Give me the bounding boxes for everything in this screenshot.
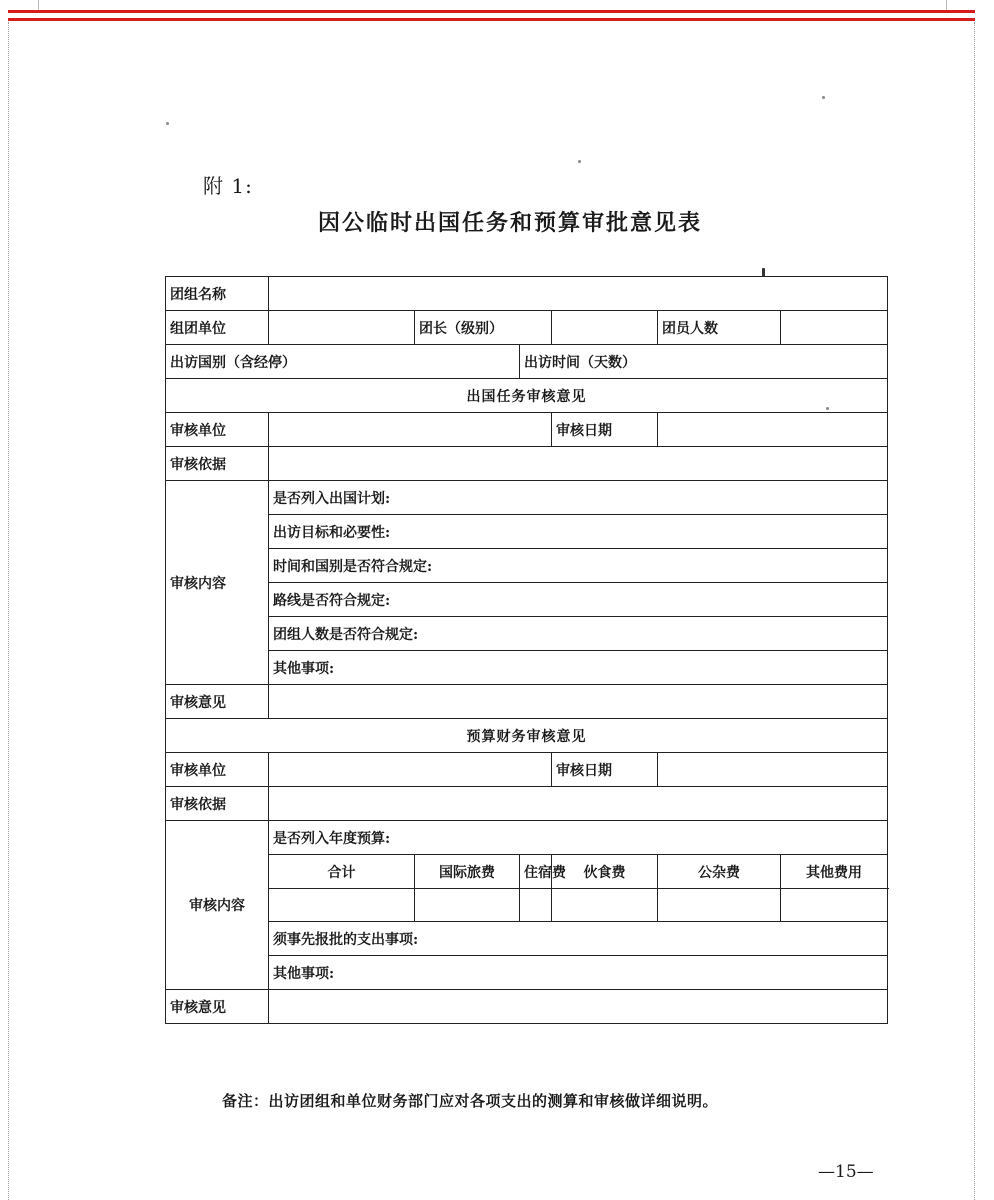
row-org-unit — [166, 311, 888, 345]
row-budget-review-basis — [166, 787, 888, 821]
task-review-unit-label: 审核单位 — [166, 413, 269, 447]
task-review-date-label: 审核日期 — [552, 413, 658, 447]
page-border-right — [974, 22, 975, 1200]
fee-header-accommodation: 住宿费 — [520, 855, 552, 889]
task-item-goal[interactable]: 出访目标和必要性: — [269, 515, 888, 549]
budget-review-date-field[interactable] — [658, 753, 888, 787]
fee-meals-field[interactable] — [552, 889, 658, 922]
fee-other-field[interactable] — [781, 889, 888, 922]
fee-accommodation-field[interactable] — [520, 889, 552, 922]
row-task-item — [166, 515, 888, 549]
fee-header-international-travel: 国际旅费 — [415, 855, 520, 889]
fee-total-field[interactable] — [269, 889, 415, 922]
budget-review-opinion-label: 审核意见 — [166, 990, 269, 1024]
leader-label: 团长（级别） — [415, 311, 552, 345]
budget-review-basis-label: 审核依据 — [166, 787, 269, 821]
budget-other-item[interactable]: 其他事项: — [269, 956, 888, 990]
task-review-basis-label: 审核依据 — [166, 447, 269, 481]
task-review-opinion-label: 审核意见 — [166, 685, 269, 719]
header-red-rule-bottom — [8, 18, 975, 21]
scan-speck — [166, 122, 169, 125]
page-number: —15— — [818, 1162, 874, 1182]
row-task-item — [166, 617, 888, 651]
row-budget-heading — [166, 719, 888, 753]
fee-header-total: 合计 — [269, 855, 415, 889]
row-fee-values — [166, 889, 888, 922]
fee-header-meals: 伙食费 — [552, 855, 658, 889]
budget-review-unit-label: 审核单位 — [166, 753, 269, 787]
countries-label: 出访国别（含经停） — [166, 345, 520, 379]
row-task-opinion — [166, 685, 888, 719]
row-countries — [166, 345, 888, 379]
task-item-route[interactable]: 路线是否符合规定: — [269, 583, 888, 617]
page-corner-mark-left — [38, 0, 39, 10]
fee-miscellaneous-field[interactable] — [658, 889, 781, 922]
row-budget-review-unit — [166, 753, 888, 787]
member-count-label: 团员人数 — [658, 311, 781, 345]
footnote: 备注：出访团组和单位财务部门应对各项支出的测算和审核做详细说明。 — [222, 1092, 719, 1110]
budget-section-heading: 预算财务审核意见 — [166, 719, 888, 753]
member-count-field[interactable] — [781, 311, 888, 345]
row-task-review-basis — [166, 447, 888, 481]
org-unit-field[interactable] — [269, 311, 415, 345]
row-task-item — [166, 583, 888, 617]
group-name-field[interactable] — [269, 277, 888, 311]
budget-review-basis-field[interactable] — [269, 787, 888, 821]
row-budget-other — [166, 956, 888, 990]
budget-review-date-label: 审核日期 — [552, 753, 658, 787]
row-task-heading — [166, 379, 888, 413]
task-review-content-label: 审核内容 — [166, 481, 269, 685]
attachment-label: 附 1: — [203, 174, 253, 198]
budget-annual-item[interactable]: 是否列入年度预算: — [269, 821, 888, 855]
budget-review-unit-field[interactable] — [269, 753, 552, 787]
task-item-other[interactable]: 其他事项: — [269, 651, 888, 685]
row-group-name — [166, 277, 888, 311]
visit-time-label: 出访时间（天数） — [520, 345, 888, 379]
row-task-review-unit — [166, 413, 888, 447]
budget-prior-approval-item[interactable]: 须事先报批的支出事项: — [269, 922, 888, 956]
scan-speck — [578, 160, 581, 163]
page-corner-mark-right — [946, 0, 947, 10]
budget-review-content-label: 审核内容 — [166, 821, 269, 990]
fee-header-miscellaneous: 公杂费 — [658, 855, 781, 889]
leader-field[interactable] — [552, 311, 658, 345]
approval-form-table — [165, 276, 888, 1024]
row-budget-annual — [166, 821, 888, 855]
task-item-plan[interactable]: 是否列入出国计划: — [269, 481, 888, 515]
task-item-time-country[interactable]: 时间和国别是否符合规定: — [269, 549, 888, 583]
row-budget-opinion — [166, 990, 888, 1024]
row-task-item — [166, 549, 888, 583]
fee-header-other: 其他费用 — [781, 855, 888, 889]
task-section-heading: 出国任务审核意见 — [166, 379, 888, 413]
fee-international-travel-field[interactable] — [415, 889, 520, 922]
task-review-unit-field[interactable] — [269, 413, 552, 447]
scan-speck — [822, 96, 825, 99]
form-title: 因公临时出国任务和预算审批意见表 — [317, 210, 702, 236]
row-task-item — [166, 651, 888, 685]
task-review-opinion-field[interactable] — [269, 685, 888, 719]
row-task-item — [166, 481, 888, 515]
task-item-group-size[interactable]: 团组人数是否符合规定: — [269, 617, 888, 651]
task-review-basis-field[interactable] — [269, 447, 888, 481]
header-red-rule-top — [8, 10, 975, 13]
group-name-label: 团组名称 — [166, 277, 269, 311]
task-review-date-field[interactable] — [658, 413, 888, 447]
budget-review-opinion-field[interactable] — [269, 990, 888, 1024]
org-unit-label: 组团单位 — [166, 311, 269, 345]
page-border-left — [8, 22, 9, 1200]
row-fee-headers — [166, 855, 888, 889]
row-prior-approval — [166, 922, 888, 956]
